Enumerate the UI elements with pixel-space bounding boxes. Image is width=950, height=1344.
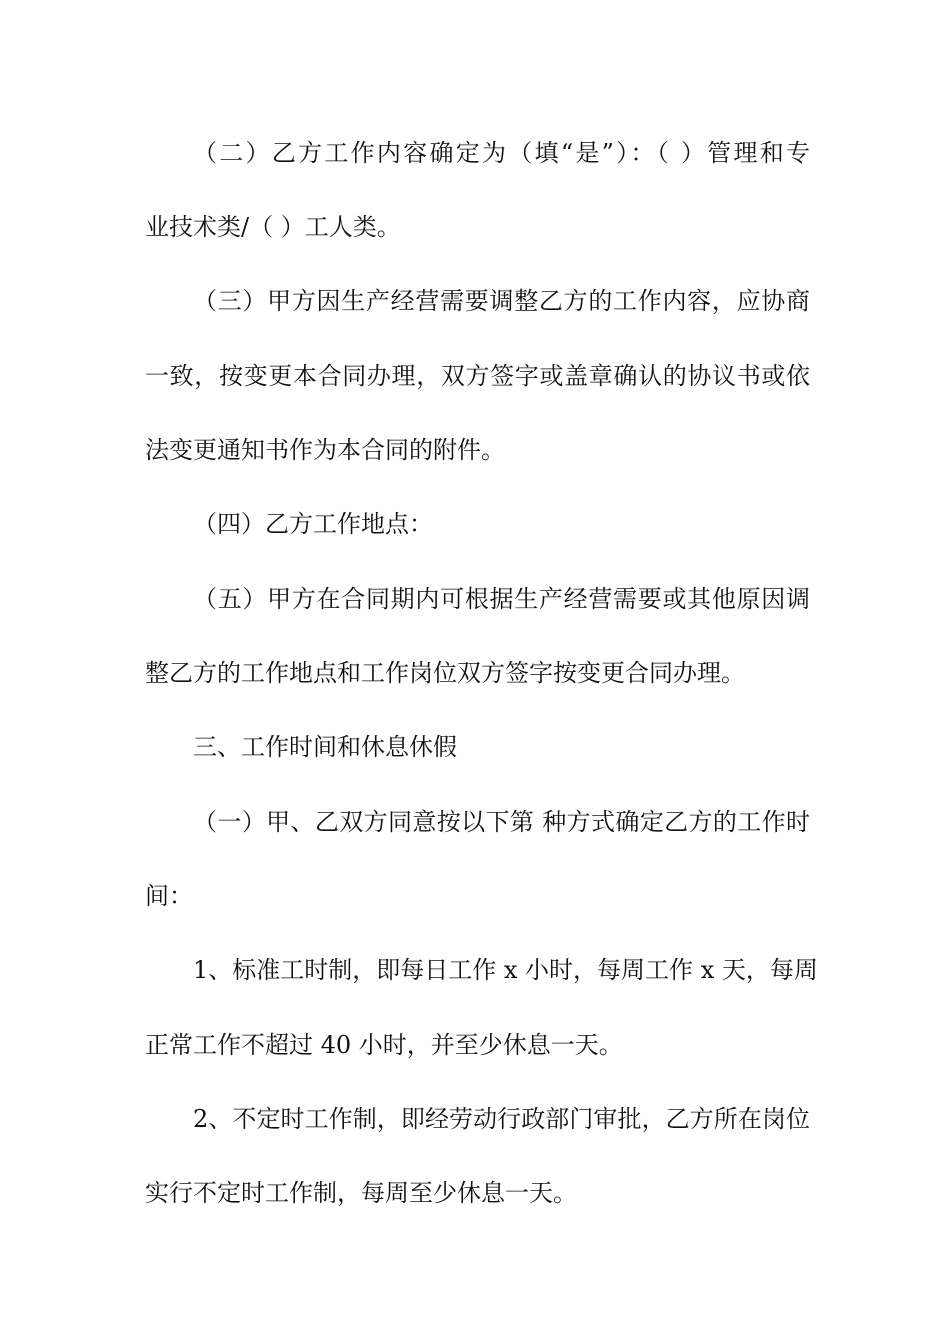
paragraph-line: （四）乙方工作地点： bbox=[193, 510, 433, 538]
paragraph-line: 法变更通知书作为本合同的附件。 bbox=[145, 436, 505, 464]
section-heading: 三、工作时间和休息休假 bbox=[193, 733, 457, 761]
paragraph-line: 1、标准工时制，即每日工作 x 小时，每周工作 x 天，每周 bbox=[193, 956, 818, 984]
paragraph-line: 正常工作不超过 40 小时，并至少休息一天。 bbox=[145, 1031, 623, 1059]
paragraph-line: 业技术类/（ ）工人类。 bbox=[145, 213, 401, 241]
paragraph-line: （二）乙方工作内容确定为（填“是”）：（ ）管理和专 bbox=[193, 139, 810, 167]
paragraph-line: （三）甲方因生产经营需要调整乙方的工作内容，应协商 bbox=[193, 287, 810, 315]
paragraph-line: （一）甲、乙双方同意按以下第 种方式确定乙方的工作时 bbox=[193, 808, 810, 836]
paragraph-line: 2、不定时工作制，即经劳动行政部门审批，乙方所在岗位 bbox=[193, 1105, 810, 1133]
paragraph-line: 一致，按变更本合同办理，双方签字或盖章确认的协议书或依 bbox=[145, 362, 810, 390]
paragraph-line: 间： bbox=[145, 882, 193, 910]
paragraph-line: 实行不定时工作制，每周至少休息一天。 bbox=[145, 1179, 577, 1207]
paragraph-line: （五）甲方在合同期内可根据生产经营需要或其他原因调 bbox=[193, 585, 810, 613]
paragraph-line: 整乙方的工作地点和工作岗位双方签字按变更合同办理。 bbox=[145, 659, 745, 687]
